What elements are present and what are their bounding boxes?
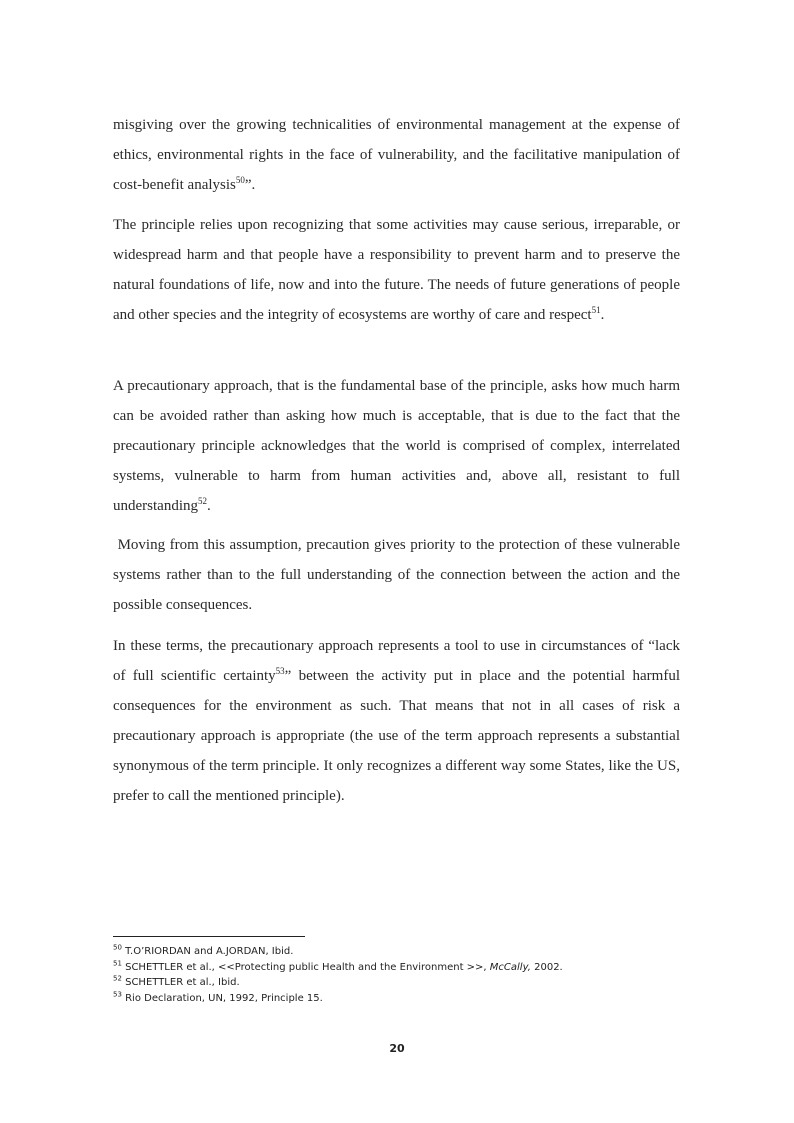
- footnote-item: $^{52}$ SCHETTLER et al., Ibid.: [113, 974, 240, 988]
- body-paragraph: A precautionary approach, that is the fundamental base of the principle, asks how much harm can be avoided rather than asking how much is acceptable, that is due to the fact that the precautionary principle acknowledges that the world is comprised of complex, interrelated systems, vulnerable to harm from human activities and, above all, resistant to full understanding$^{52}$.: [113, 378, 680, 514]
- page-number: 20: [389, 1042, 405, 1055]
- footnote-item: $^{51}$ SCHETTLER et al., <<Protecting public Health and the Environment >>, McCally, 2002.: [113, 959, 563, 973]
- footnote-item: $^{53}$ Rio Declaration, UN, 1992, Principle 15.: [113, 990, 323, 1004]
- footnote-reference[interactable]: 50: [235, 175, 245, 185]
- footnote-number: 51: [113, 959, 122, 968]
- footnote-number: 52: [113, 974, 122, 983]
- footnote-number: 53: [113, 990, 122, 999]
- footnote-reference[interactable]: 52: [197, 496, 207, 506]
- footnote-item: $^{50}$ T.O’RIORDAN and A.JORDAN, Ibid.: [113, 943, 294, 957]
- body-paragraph: Moving from this assumption, precaution gives priority to the protection of these vulnerable systems rather than to the full understanding of the connection between the action and the possible consequences.: [113, 537, 684, 613]
- footnote-divider: [113, 936, 305, 937]
- footnotes-section: [113, 944, 680, 1006]
- body-paragraph: In these terms, the precautionary approach represents a tool to use in circumstances of “lack of full scientific certainty$^{53}$” between the activity put in place and the potential harmful consequences for the environment as such. That means that not in all cases of risk a precautionary approach is appropriate (the use of the term approach represents a substantial synonymous of the term principle. It only recognizes a different way some States, like the US, prefer to call the mentioned principle).: [113, 638, 680, 804]
- body-paragraph: The principle relies upon recognizing that some activities may cause serious, irreparable, or widespread harm and that people have a responsibility to prevent harm and to preserve the natural foundations of life, now and into the future. The needs of future generations of people and other species and the integrity of ecosystems are worthy of care and respect$^{51}$.: [113, 217, 680, 323]
- footnote-reference[interactable]: 51: [591, 305, 601, 315]
- footnote-number: 50: [113, 943, 122, 952]
- footnote-reference[interactable]: 53: [275, 666, 285, 676]
- body-paragraph: misgiving over the growing technicalities of environmental management at the expense of ethics, environmental rights in the face of vulnerability, and the facilitative manipulation of cost-benefit analysis$^{50}$”.: [113, 117, 680, 193]
